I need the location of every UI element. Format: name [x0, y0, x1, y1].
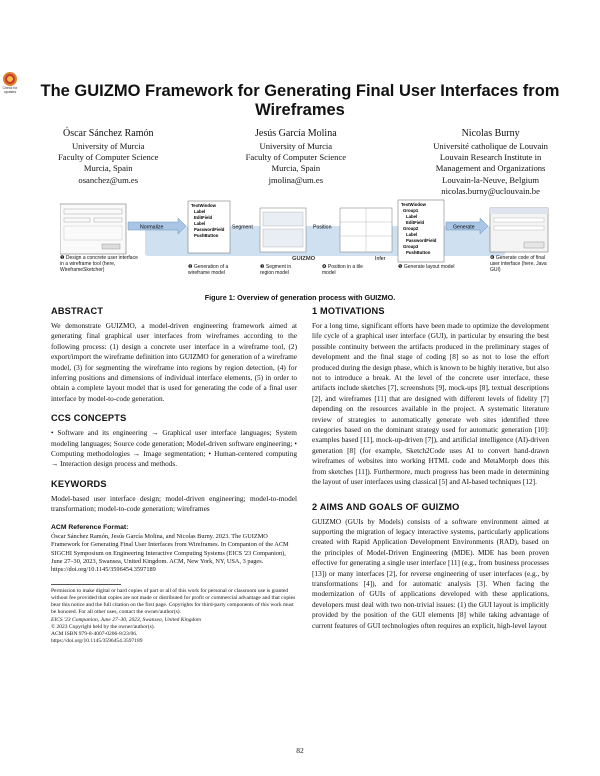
ccs-heading: CCS CONCEPTS: [51, 413, 127, 424]
abstract-heading: ABSTRACT: [51, 306, 104, 316]
list-item: Label: [406, 232, 418, 237]
list-item: PushButton: [194, 233, 219, 238]
list-item: PasswordField: [406, 238, 437, 243]
page-number: 82: [296, 746, 304, 755]
reference-heading: ACM Reference Format:: [51, 523, 129, 531]
right-column: [312, 306, 549, 640]
reference-section: [51, 524, 297, 575]
list-item: TextWindow: [191, 203, 216, 208]
arrow-label-segment: Segment: [232, 224, 253, 231]
author-affiliation: Louvain Research Institute in: [439, 152, 542, 163]
author-affiliation: University of Murcia: [71, 141, 145, 151]
wireframe-button: [102, 244, 120, 249]
badge-text: Check for updates: [2, 86, 18, 94]
aims-section: [312, 502, 549, 631]
author-location: Murcia, Spain: [83, 163, 133, 174]
author-affiliation: University of Murcia: [259, 141, 333, 151]
keywords-section: [51, 479, 297, 515]
list-item: TextWindow: [401, 202, 426, 207]
step-3-label: ❸ Segment in region model: [260, 264, 292, 276]
author-affiliation: Faculty of Computer Science: [58, 152, 159, 163]
left-column: [51, 306, 297, 645]
ccs-section: [51, 413, 297, 470]
author-2: [246, 127, 346, 197]
list-item: Label: [194, 209, 206, 214]
figure-1: [60, 198, 550, 288]
author-email[interactable]: osanchez@um.es: [78, 174, 139, 185]
guizmo-label: GUIZMO: [292, 256, 316, 262]
author-email[interactable]: nicolas.burny@uclouvain.be: [441, 185, 540, 196]
list-item: Label: [194, 221, 206, 226]
final-ui-button: [524, 242, 544, 248]
author-name: Nicolas Burny: [461, 128, 520, 139]
step-6-label: ❻ Generate code of final user interface (here, Java GUI): [490, 255, 547, 273]
reference-text: Óscar Sánchez Ramón, Jesús García Molina, and Nicolas Burny. 2023. The GUIZMO Framework for Generating Final User Interfaces from Wireframes. In Companion of the ACM SIGCHI Symposium on Engineering Interactive Computing Systems (EICS '23 Companion), June 27–30, 2023, Swansea, United Kingdom. ACM, New York, NY, USA, 3 pages. https://doi.org/10.1145/3596454.3597189: [51, 532, 289, 574]
abstract-text: We demonstrate GUIZMO, a model-driven engineering framework aimed at generating final graphical user interfaces from wireframes according to the following process: (1) design a concrete user interface in a wireframe tool, (2) export/import the wireframe definition into GUIZMO for generation of a wireframe model, (3) for segmenting the wireframe into regions by region detection, (4) for inferring positions and dimensions of individual interface elements, (5) in order to obtain a complete layout model that is used for generating the code of a final user interface by model-to-code generation.: [51, 321, 297, 403]
doi-link[interactable]: https://doi.org/10.1145/3596454.3597189: [51, 638, 143, 645]
step-1-label: ❶ Design a concrete user interface in a wireframe tool (here, WireframeSketcher): [60, 255, 138, 273]
final-ui-titlebar: [490, 208, 548, 214]
final-ui-field: [494, 226, 544, 230]
arrow-label-generate: Generate: [453, 224, 475, 231]
crossmark-icon: [3, 72, 17, 86]
list-item: EditField: [194, 215, 213, 220]
author-email[interactable]: jmolina@um.es: [268, 174, 324, 185]
arrow-label-infer: Infer: [375, 256, 386, 262]
motivations-text: For a long time, significant efforts have been made to optimize the development life cycle of a graphical user interface (GUI), in particular by ensuring the best possible continuity between the artifacts produced in the preliminary stages of development and the final stage of coding [8] so as not to lose the effort produced during the design phase, which is known to be highly iterative, but also not to introduce a break. At the level of the concrete user interface, these artifacts include sketches [7], screenshots [9], mock-ups [8], textual descriptions [2], and wireframes [11] that are designed with different levels of fidelity [7] depending on the resources available in the project. A systematic literature review of strategies to automatically generate web sites identified three categories based on the dominant strategy used for automatic generation [10]: examples based [11], mock-up-driven [7]), and artificial intelligence (AI)-driven generation [8] (for example, Sketch2Code uses AI to convert hand-drawn wireframes of websites into working HTML code and MetaMorph does this from sketches [11]). Furthermore, much progress has been made in determining the layout of user interfaces using classical [5] and AI-based techniques [12].: [312, 321, 549, 487]
list-item: Group2: [403, 226, 419, 231]
author-affiliation: Université catholique de Louvain: [433, 141, 548, 151]
author-affiliation: Faculty of Computer Science: [245, 152, 347, 163]
keywords-text: Model-based user interface design; model-driven engineering; model-to-model transformation; model-to-code generation; wireframes: [51, 493, 297, 514]
region-box: [263, 229, 303, 247]
list-item: Label: [406, 214, 418, 219]
author-1: [58, 127, 158, 197]
arrow-label-position: Position: [313, 224, 332, 231]
author-block: [58, 127, 548, 197]
author-name: Óscar Sánchez Ramón: [62, 128, 154, 139]
author-location: Murcia, Spain: [271, 163, 321, 174]
author-name: Jesús García Molina: [255, 128, 337, 139]
list-item: PushButton: [406, 250, 431, 255]
step-2-label: ❷ Generation of a wireframe model: [188, 264, 229, 276]
aims-heading: 2 AIMS AND GOALS OF GUIZMO: [312, 501, 460, 512]
paper-title: The GUIZMO Framework for Generating Final User Interfaces from Wireframes: [40, 82, 560, 119]
motivations-section: [312, 306, 549, 488]
list-item: PasswordField: [194, 227, 225, 232]
list-item: Group3: [403, 244, 419, 249]
footnote-divider: [51, 584, 121, 585]
isbn-text: ACM ISBN 979-8-4007-0206-8/23/06.: [51, 630, 138, 637]
author-location: Louvain-la-Neuve, Belgium: [442, 174, 540, 185]
abstract-section: [51, 306, 297, 404]
keywords-heading: KEYWORDS: [51, 478, 107, 489]
motivations-heading: 1 MOTIVATIONS: [312, 306, 385, 316]
permission-text: Permission to make digital or hard copies of part or all of this work for personal or classroom use is granted without fee provided that copies are not made or distributed for profit or commercial advantage and that copies bear this notice and the full citation on the first page. Copyrights for third-party components of this work must be honored. For all other uses, contact the owner/author(s).: [51, 587, 296, 616]
step-5-label: ❺ Generate layout model: [398, 264, 455, 270]
pipeline-diagram: [60, 198, 550, 290]
author-3: [433, 127, 548, 197]
list-item: Group1: [403, 208, 419, 213]
final-ui-field: [494, 218, 544, 222]
arrow-label-normalize: Normalize: [140, 224, 164, 231]
list-item: EditField: [406, 220, 425, 225]
venue-text: EICS '23 Companion, June 27–30, 2023, Swansea, United Kingdom: [51, 616, 201, 623]
aims-text: GUIZMO (GUIs by Models) consists of a software environment aimed at supporting the migration of legacy interactive systems, particularly applications created with Rapid Application Development Environments (RAD), based on the principles of Model-Driven Engineering (MDE). MDE has been proven effective for generating a single user interface [11] (e.g., from business processes [13]) or many interfaces [2], for reverse engineering of user interfaces (e.g., by transformations [4]), and for automatic analysis [3]. When facing the modernization of GUIs of applications developed with these applications, developers must deal with two non-trivial issues: (1) the GUI layout is implicitly provided by the position of the GUI elements [8] while taking advantage of current features of GUI technologies often requires an explicit, high-level layout: [312, 516, 549, 630]
figure-caption: Figure 1: Overview of generation process with GUIZMO.: [204, 293, 396, 302]
check-for-updates-badge[interactable]: [2, 72, 18, 94]
ccs-text: • Software and its engineering → Graphical user interface languages; System modeling languages; Source code generation; Model-driven software engineering; • Computing methodologies → Image segmentation; • Human-centered computing → Interaction design process and methods.: [51, 428, 297, 469]
copyright-text: © 2023 Copyright held by the owner/author(s).: [51, 623, 155, 630]
author-affiliation: Management and Organizations: [435, 163, 546, 174]
step-4-label: ❹ Position in a tile model: [322, 264, 363, 276]
region-box: [263, 212, 303, 226]
